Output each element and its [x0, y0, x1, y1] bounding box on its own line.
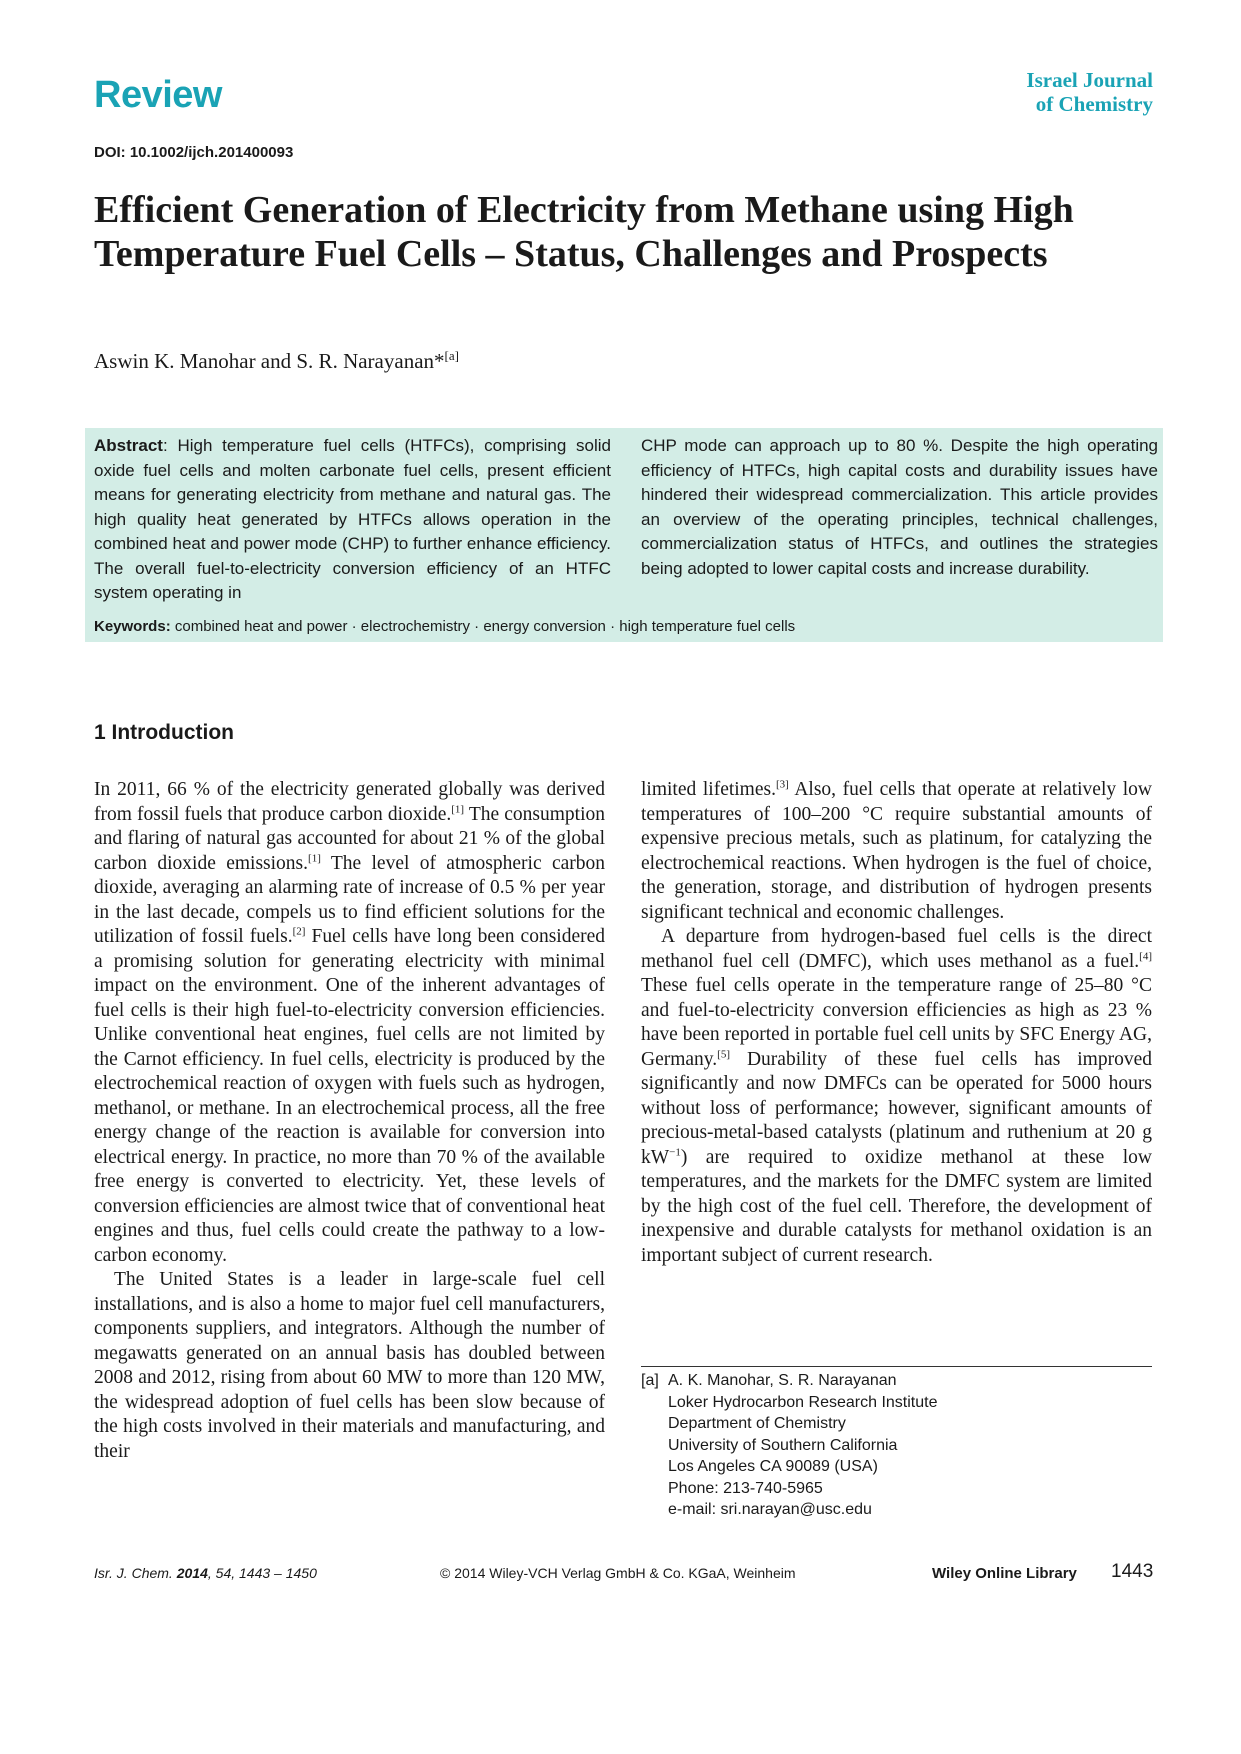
body-right-column [641, 778, 1152, 1268]
affiliation-email[interactable]: e-mail: sri.narayan@usc.edu [668, 1501, 872, 1518]
doi[interactable]: DOI: 10.1002/ijch.201400093 [94, 144, 294, 161]
body-left-column [94, 778, 605, 1464]
author-affiliation-mark[interactable]: [a] [444, 348, 459, 363]
keywords [94, 618, 795, 635]
affiliation-text: A. K. Manohar, S. R. Narayanan [668, 1372, 897, 1389]
affiliation-line [641, 1370, 937, 1392]
footer-year: 2014 [176, 1565, 208, 1581]
footer-copyright: © 2014 Wiley-VCH Verlag GmbH & Co. KGaA, Weinheim [440, 1565, 796, 1581]
section-heading-introduction: 1 Introduction [94, 721, 234, 744]
affiliation-line: Loker Hydrocarbon Research Institute [668, 1393, 938, 1411]
text-run: Fuel cells have long been considered a promising solution for generating electricity with minimal impact on the environment. One of the inherent advantages of fuel cells is their high fuel-to-electricity conversion efficiencies. Unlike conventional heat engines, fuel cells are not limited by the Carnot efficiency. In fuel cells, electricity is produced by the electrochemical reaction of oxygen with fuels such as hydrogen, methanol, or methane. In an electrochemical process, all the free energy change of the reaction is available for conversion into electrical energy. In practice, no more than 70 % of the available free energy is converted to electricity. Yet, these levels of conversion efficiencies are almost twice that of conventional heat engines and thus, fuel cells could create the pathway to a low-carbon economy. [94, 926, 605, 1266]
paragraph [94, 778, 605, 1268]
text-run: In 2011, 66 % of the electricity generated globally was derived from fossil fuels that produce carbon dioxide. [94, 779, 605, 825]
journal-name[interactable] [1026, 68, 1153, 116]
footnote-divider [641, 1366, 1152, 1367]
text-run: A departure from hydrogen-based fuel cells is the direct methanol fuel cell (DMFC), which uses methanol as a fuel. [641, 926, 1152, 972]
article-title: Efficient Generation of Electricity from Methane using High Temperature Fuel Cells – Status, Challenges and Prospects [94, 189, 1074, 275]
author-list [94, 348, 459, 374]
footer-volume-pages: , 54, 1443 – 1450 [207, 1565, 317, 1581]
authors-text: Aswin K. Manohar and S. R. Narayanan* [94, 349, 445, 373]
paragraph [641, 925, 1152, 1268]
page-number: 1443 [1111, 1561, 1154, 1582]
abstract-right-column [641, 434, 1158, 581]
keywords-label: Keywords: [94, 618, 171, 635]
text-run: ) are required to oxidize methanol at these low temperatures, and the markets for the DMFC system are limited by the high cost of the fuel cell. Therefore, the development of inexpensive and durable catalysts for methanol oxidation is an important subject of current research. [641, 1146, 1152, 1266]
affiliation-tag: [a] [641, 1372, 659, 1389]
paragraph [641, 778, 1152, 925]
affiliation-line: Department of Chemistry [668, 1415, 846, 1432]
text-run: limited lifetimes. [641, 779, 776, 800]
citation-link[interactable]: [4] [1139, 950, 1152, 962]
affiliation-line: Los Angeles CA 90089 (USA) [668, 1458, 878, 1475]
affiliation-line: University of Southern California [668, 1436, 898, 1454]
footer-library-link[interactable]: Wiley Online Library [932, 1565, 1077, 1582]
text-run: The level of atmospheric carbon dioxide, averaging an alarming rate of increase of 0.5 % per year in the last decade, compels us to find efficient solutions for the utilization of fossil fuels. [94, 852, 606, 947]
journal-name-line1: Israel Journal [1026, 68, 1153, 92]
citation-link[interactable]: [3] [775, 778, 789, 791]
journal-name-line2: of Chemistry [1035, 92, 1153, 116]
footer-citation [94, 1565, 317, 1581]
text-run: Durability of these fuel cells has improved significantly and now DMFCs can be operated for 5000 hours without loss of performance; however, significant amounts of precious-metal-based catalysts (platinum and ruthenium at 20 g kW [641, 1048, 1152, 1168]
affiliation-phone: Phone: 213-740-5965 [668, 1479, 823, 1497]
affiliation-footnote [641, 1370, 937, 1521]
citation-link[interactable]: [1] [451, 803, 465, 815]
paragraph: The United States is a leader in large-scale fuel cell installations, and is also a home to major fuel cell manufacturers, components suppliers, and integrators. Although the number of megawatts generated on an annual basis has doubled between 2008 and 2012, rising from about 60 MW to more than 120 MW, the widespread adoption of fuel cells has been slow because of the high costs involved in their materials and manufacturing, and their [94, 1269, 605, 1462]
citation-link[interactable]: [5] [717, 1048, 730, 1060]
abstract-text-right: CHP mode can approach up to 80 %. Despite the high operating efficiency of HTFCs, high capital costs and durability issues have hindered their widespread commercialization. This article provides an overview of the operating principles, technical challenges, commercialization status of HTFCs, and outlines the strategies being adopted to lower capital costs and increase durability. [641, 436, 1158, 578]
text-run: The consumption and flaring of natural gas accounted for about 21 % of the global carbon dioxide emissions. [94, 803, 606, 874]
abstract-left-column: Abstract: High temperature fuel cells (HTFCs), comprising solid oxide fuel cells and molten carbonate fuel cells, present efficient means for generating electricity from methane and natural gas. The high quality heat generated by HTFCs allows operation in the combined heat and power mode (CHP) to further enhance efficiency. The overall fuel-to-electricity conversion efficiency of an HTFC system operating in [94, 436, 612, 602]
text-run: Also, fuel cells that operate at relatively low temperatures of 100–200 °C require substantial amounts of expensive precious metals, such as platinum, for catalyzing the electrochemical reactions. When hydrogen is the fuel of choice, the generation, storage, and distribution of hydrogen presents significant technical and economic challenges. [641, 779, 1152, 923]
abstract-label: Abstract [94, 436, 163, 455]
text-run: These fuel cells operate in the temperature range of 25–80 °C and fuel-to-electricity conversion efficiencies as high as 23 % have been reported in portable fuel cell units by SFC Energy AG, Germany. [641, 975, 1152, 1070]
section-label: Review [94, 74, 222, 116]
keywords-list: combined heat and power · electrochemistry · energy conversion · high temperature fuel cells [174, 618, 796, 635]
footer-journal-abbr: Isr. J. Chem. [94, 1565, 173, 1581]
unit-exponent: −1 [669, 1146, 681, 1158]
citation-link[interactable]: [1] [308, 852, 321, 864]
citation-link[interactable]: [2] [292, 925, 306, 938]
abstract-text-left: High temperature fuel cells (HTFCs), comprising solid oxide fuel cells and molten carbonate fuel cells, present efficient means for generating electricity from methane and natural gas. The high quality heat generated by HTFCs allows operation in the combined heat and power mode (CHP) to further enhance efficiency. The overall fuel-to-electricity conversion efficiency of an HTFC system operating in [94, 436, 612, 602]
